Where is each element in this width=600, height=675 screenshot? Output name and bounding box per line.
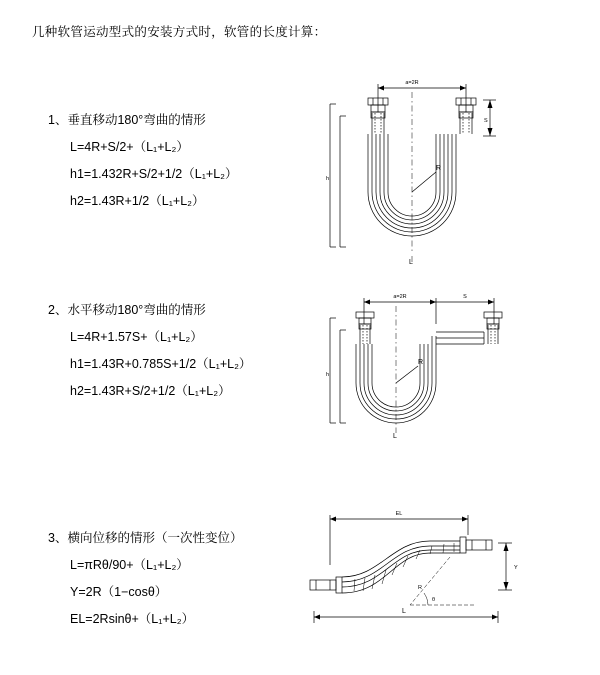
case-title-1: 1、垂直移动180°弯曲的情形 — [48, 113, 206, 127]
case-1-formula-2: h1=1.432R+S/2+1/2（L₁+L₂） — [70, 167, 238, 181]
dim-label-left-1: h — [326, 176, 330, 182]
dim-label-right-3: Y — [514, 565, 518, 571]
page-title: 几种软管运动型式的安装方式时，软管的长度计算： — [32, 25, 327, 39]
dim-label-top-3: EL — [395, 511, 403, 517]
dim-label-bottom-2: L — [393, 433, 397, 440]
case-1-formula-1: L=4R+S/2+（L₁+L₂） — [70, 140, 189, 154]
dim-label-radius-2: R — [418, 359, 424, 366]
case-2-formula-3: h2=1.43R+S/2+1/2（L₁+L₂） — [70, 384, 231, 398]
case-title-3: 3、横向位移的情形（一次性变位） — [48, 531, 243, 545]
case-block-1 — [48, 110, 238, 209]
case-3-formula-3: EL=2Rsinθ+（L₁+L₂） — [70, 612, 195, 626]
case-2-formula-2: h1=1.43R+0.785S+1/2（L₁+L₂） — [70, 357, 252, 371]
dim-label-top-2: a=2R — [393, 294, 407, 300]
dim-label-left-2: h — [326, 372, 330, 378]
dim-label-top2-2: S — [463, 294, 467, 300]
dim-label-top-1: a=2R — [405, 80, 419, 86]
diagram-horizontal-180-bend — [318, 288, 518, 453]
diagram-lateral-offset — [300, 505, 530, 630]
case-block-2 — [48, 300, 251, 399]
case-3-formula-2: Y=2R（1−cosθ） — [70, 585, 168, 599]
dim-label-angle-3: θ — [432, 597, 436, 603]
case-2-formula-1: L=4R+1.57S+（L₁+L₂） — [70, 330, 203, 344]
dim-label-radius-3: R — [418, 585, 422, 591]
dim-label-bottom-3: L — [402, 608, 406, 615]
dim-label-right-1: S — [484, 118, 488, 124]
case-block-3 — [48, 528, 242, 627]
diagram-vertical-180-bend — [318, 72, 508, 272]
case-3-formula-1: L=πRθ/90+（L₁+L₂） — [70, 558, 189, 572]
dim-label-radius-1: R — [436, 165, 442, 172]
case-title-2: 2、水平移动180°弯曲的情形 — [48, 303, 206, 317]
dim-label-bottom-1: L — [409, 259, 413, 266]
case-1-formula-3: h2=1.43R+1/2（L₁+L₂） — [70, 194, 205, 208]
